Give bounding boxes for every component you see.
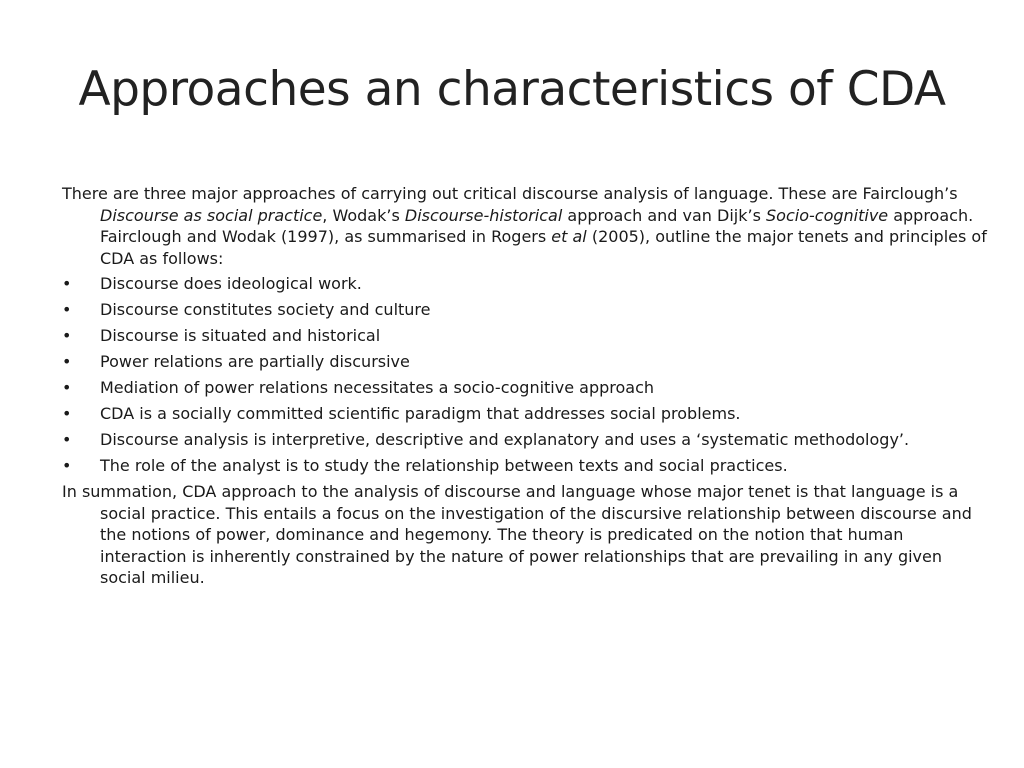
bullet-item <box>62 351 992 373</box>
intro-paragraph <box>62 183 992 269</box>
bullet-text: Power relations are partially discursive <box>100 352 410 371</box>
intro-italic-1: Discourse as social practice <box>100 205 323 225</box>
bullet-item <box>62 377 992 399</box>
bullet-item <box>62 429 992 451</box>
bullet-item <box>62 455 992 477</box>
intro-italic-2: Discourse-historical <box>404 205 563 225</box>
bullet-dot-icon: • <box>62 378 72 397</box>
intro-italic-3: Socio-cognitive <box>766 205 889 225</box>
bullet-item <box>62 403 992 425</box>
bullet-text: Mediation of power relations necessitates a socio-cognitive approach <box>100 378 655 397</box>
summary-paragraph: In summation, CDA approach to the analysis of discourse and language whose major tenet is that language is a social practice. This entails a focus on the investigation of the discursive relationship between discourse and the notions of power, dominance and hegemony. The theory is predicated on the notion that human interaction is inherently constrained by the nature of power relationships that are prevailing in any given social milieu. <box>62 482 972 587</box>
intro-text-5: (2005), outline the major tenets and principles of CDA as follows: <box>100 227 987 268</box>
bullet-item <box>62 273 992 295</box>
intro-text-3: approach and van Dijk’s <box>562 205 767 225</box>
bullet-text: Discourse is situated and historical <box>100 326 381 345</box>
bullet-dot-icon: • <box>62 404 72 423</box>
bullet-dot-icon: • <box>62 430 72 449</box>
bullet-dot-icon: • <box>62 456 72 475</box>
bullet-text: Discourse constitutes society and culture <box>100 300 431 319</box>
intro-italic-4: et al <box>551 227 587 246</box>
intro-text-2: , Wodak’s <box>322 205 405 225</box>
bullet-item <box>62 299 992 321</box>
bullet-text: Discourse does ideological work. <box>100 274 362 293</box>
intro-text-1: There are three major approaches of carrying out critical discourse analysis of language. These are Fairclough’s <box>62 184 958 203</box>
slide-title: Approaches an characteristics of CDA <box>78 62 946 117</box>
slide-body <box>62 183 992 589</box>
bullet-dot-icon: • <box>62 352 72 371</box>
bullet-text: Discourse analysis is interpretive, descriptive and explanatory and uses a ‘systematic methodology’. <box>100 430 910 449</box>
bullet-dot-icon: • <box>62 274 72 293</box>
bullet-text: The role of the analyst is to study the relationship between texts and social practices. <box>100 456 788 475</box>
bullet-list <box>62 273 992 477</box>
bullet-dot-icon: • <box>62 300 72 319</box>
intro-text-4: approach. Fairclough and Wodak (1997), as summarised in Rogers <box>100 205 974 246</box>
bullet-dot-icon: • <box>62 326 72 345</box>
bullet-text: CDA is a socially committed scientific paradigm that addresses social problems. <box>100 404 741 423</box>
bullet-item <box>62 325 992 347</box>
